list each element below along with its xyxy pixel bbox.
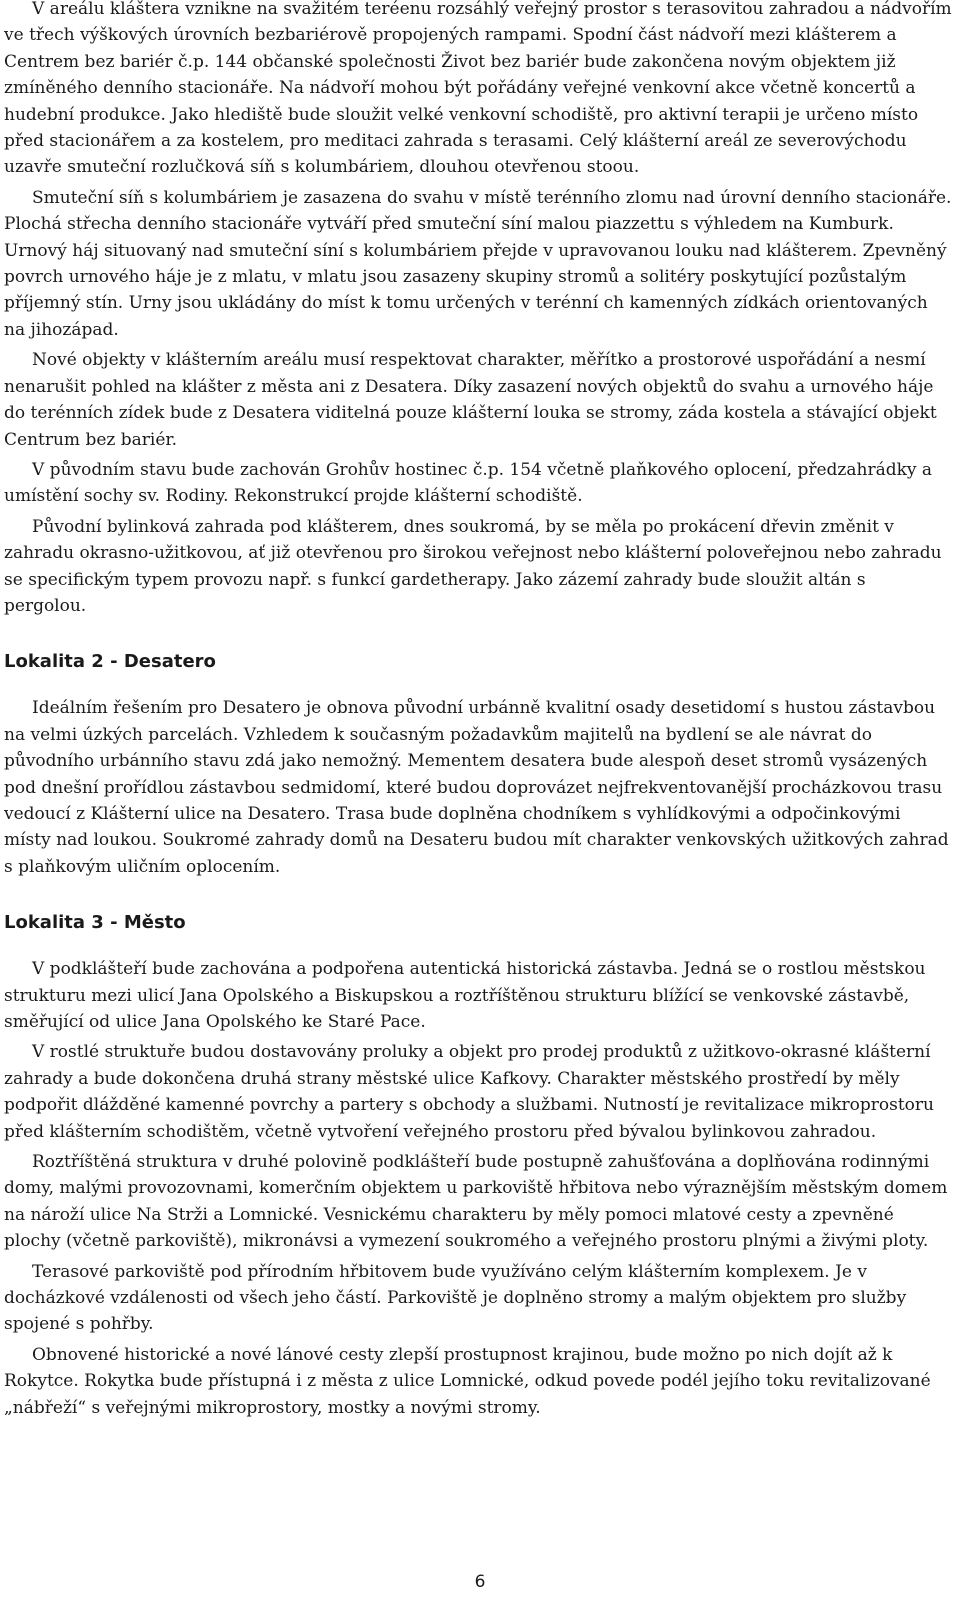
paragraph-new-objects: Nové objekty v klášterním areálu musí respektovat charakter, měřítko a prostorové uspořádání a nesmí nenarušit pohled na klášter z města ani z Desatera. Díky zasazení nových objektů do svahu a urnového háje do terénních zídek bude z Desatera viditelná pouze klášterní louka se stromy, záda kostela a stávající objekt Centrum bez bariér. <box>4 350 937 450</box>
paragraph-roztristena-struktura: Roztříštěná struktura v druhé polovině podklášteří bude postupně zahušťována a doplňována rodinnými domy, malými provozovnami, komerčním objektem u parkoviště hřbitova nebo výraznějším městským domem na nároží ulice Na Strži a Lomnické. Vesnickému charakteru by měly pomoci mlatové cesty a zpevněné plochy (včetně parkoviště), mikronávsi a vymezení soukromého a veřejného prostoru plnými a živými ploty. <box>4 1152 948 1252</box>
heading-lokalita-2: Lokalita 2 - Desatero <box>4 651 216 673</box>
paragraph-courtyard: V areálu kláštera vznikne na svažitém teréenu rozsáhlý veřejný prostor s terasovitou zahradou a nádvořím ve třech výškových úrovních bezbariérově propojených rampami. Spodní část nádvoří mezi klášterem a Centrem bez bariér č.p. 144 občanské společnosti Život bez bariér bude zakončena novým objektem již zmíněného denního stacionáře. Na nádvoří mohou být pořádány veřejné venkovní akce včetně koncertů a hudební produkce. Jako hlediště bude sloužit velké venkovní schodiště, pro aktivní terapii je určeno místo před stacionářem a za kostelem, pro meditaci zahrada s terasami. Celý klášterní areál ze severovýchodu uzavře smuteční rozlučková síň s kolumbáriem, dlouhou otevřenou stoou. <box>4 0 952 178</box>
paragraph-lanove-cesty: Obnovené historické a nové lánové cesty zlepší prostupnost krajinou, bude možno po nich dojít až k Rokytce. Rokytka bude přístupná i z města z ulice Lomnické, odkud povede podél jejího toku revitalizované „nábřeží“ s veřejnými mikroprostory, mostky a novými stromy. <box>4 1344 931 1418</box>
paragraph-groh-inn: V původním stavu bude zachován Grohův hostinec č.p. 154 včetně plaňkového oplocení, předzahrádky a umístění sochy sv. Rodiny. Rekonstrukcí projde klášterní schodiště. <box>4 459 933 507</box>
paragraph-desatero: Ideálním řešením pro Desatero je obnova původní urbánně kvalitní osady desetidomí s hustou zástavbou na velmi úzkých parcelách. Vzhledem k současným požadavkům majitelů na bydlení se ale návrat do původního urbánního stavu zdá jako nemožný. Mementem desatera bude alespoň deset stromů vysázených pod dnešní prořídlou zástavbou sedmidomí, které budou doprovázet nejfrekventovanější procházkovou trasu vedoucí z Klášterní ulice na Desatero. Trasa bude doplněna chodníkem s vyhlídkovými a odpočinkovými místy nad loukou. Soukromé zahrady domů na Desateru budou mít charakter venkovských užitkových zahrad s plaňkovým uličním oplocením. <box>4 698 949 877</box>
document-body <box>4 0 952 1425</box>
paragraph-herb-garden: Původní bylinková zahrada pod klášterem, dnes soukromá, by se měla po prokácení dřevin změnit v zahradu okrasno-užitkovou, ať již otevřenou pro širokou veřejnost nebo klášterní poloveřejnou nebo zahradu se specifickým typem provozu např. s funkcí gardetherapy. Jako zázemí zahrady bude sloužit altán s pergolou. <box>4 516 942 616</box>
page-number: 6 <box>474 1572 486 1592</box>
paragraph-podklasteri: V podklášteří bude zachována a podpořena autentická historická zástavba. Jedná se o rostlou městskou strukturu mezi ulicí Jana Opolského a Biskupskou a roztříštěnou strukturu blížící se venkovské zástavbě, směřující od ulice Jana Opolského ke Staré Pace. <box>4 959 926 1032</box>
paragraph-funeral-hall: Smuteční síň s kolumbáriem je zasazena do svahu v místě terénního zlomu nad úrovní denního stacionáře. Plochá střecha denního stacionáře vytváří před smuteční síní malou piazzettu s výhledem na Kumburk. Urnový háj situovaný nad smuteční síní s kolumbáriem přejde v upravovanou louku nad klášterem. Zpevněný povrch urnového háje je z mlatu, v mlatu jsou zasazeny skupiny stromů a solitéry poskytující pozůstalým příjemný stín. Urny jsou ukládány do míst k tomu určených v terénní ch kamenných zídkách orientovaných na jihozápad. <box>4 187 952 340</box>
heading-lokalita-3: Lokalita 3 - Město <box>4 912 186 934</box>
paragraph-parkoviste: Terasové parkoviště pod přírodním hřbitovem bude využíváno celým klášterním komplexem. Je v docházkové vzdálenosti od všech jeho částí. Parkoviště je doplněno stromy a malým objektem pro služby spojené s pohřby. <box>4 1261 907 1335</box>
paragraph-rostla-struktura: V rostlé struktuře budou dostavovány proluky a objekt pro prodej produktů z užitkovo-okrasné klášterní zahrady a bude dokončena druhá strany městské ulice Kafkovy. Charakter městského prostředí by měly podpořit dlážděné kamenné povrchy a partery s obchody a službami. Nutností je revitalizace mikroprostoru před klášterním schodištěm, včetně vytvoření veřejného prostoru před bývalou bylinkovou zahradou. <box>4 1042 934 1142</box>
